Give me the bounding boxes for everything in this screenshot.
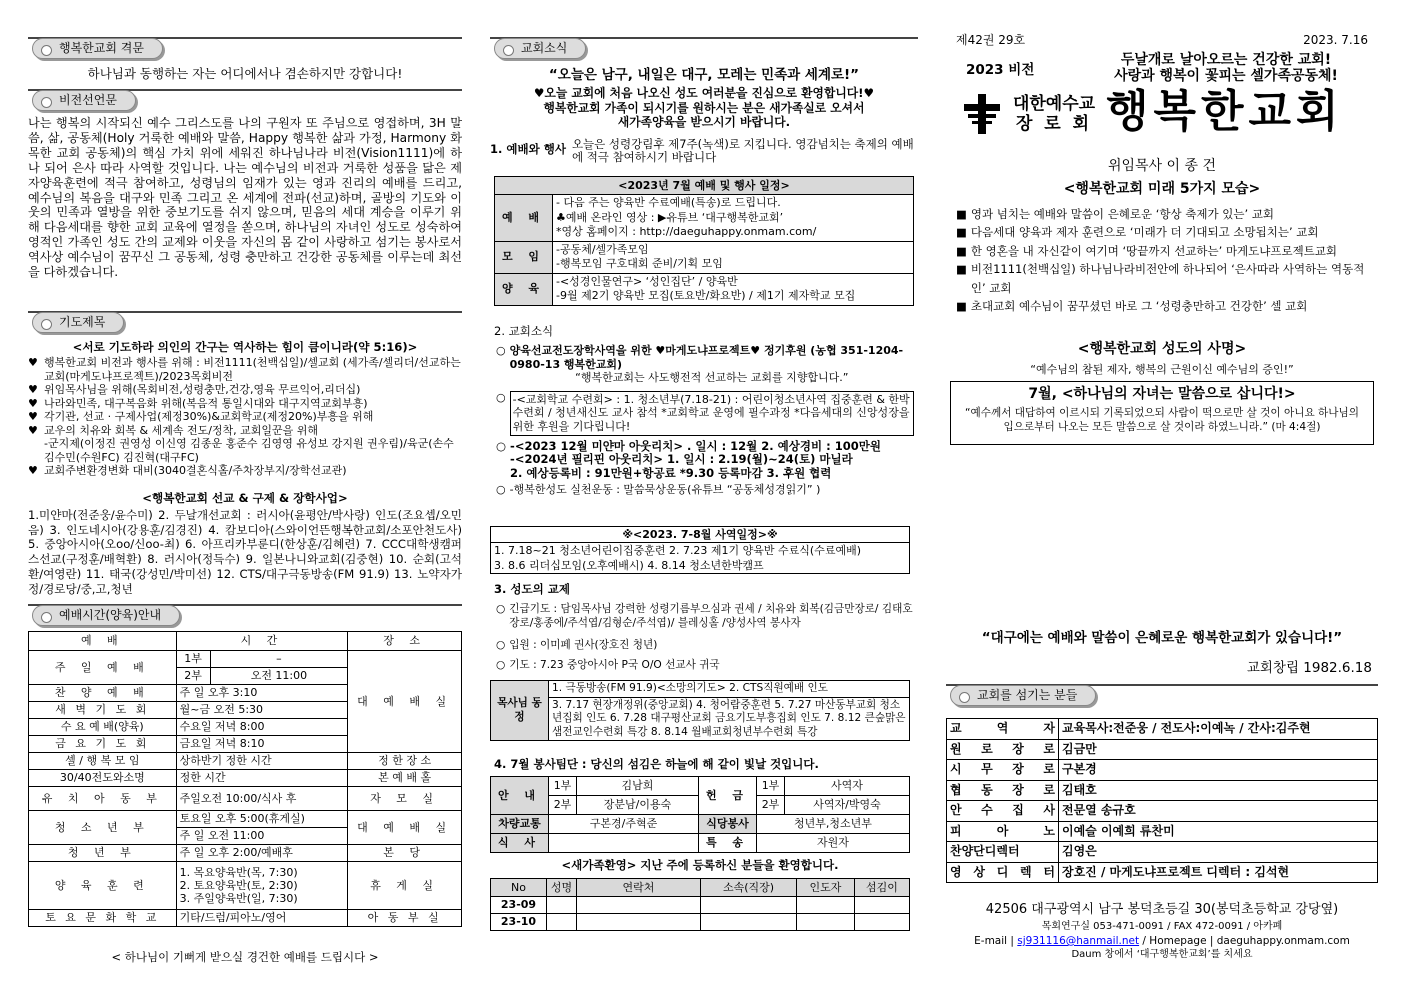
nf-row-no: 23-10 [491,914,547,931]
staff-names: 김금만 [1059,739,1378,760]
prayer-item [28,464,462,478]
cell-name: 양 육 훈 련 [29,862,177,910]
schedule-title: <2023년 7월 예배 및 행사 일정> [495,177,914,195]
news-quote: “행복한교회는 사도행전적 선교하는 교회를 지향합니다.” [575,371,849,385]
cell-place: 본 당 [348,845,462,862]
monthly-word-box [950,381,1374,445]
section-heading: 3. 성도의 교제 [494,582,570,596]
vol-part: 2부 [757,796,785,815]
denomination-line: 대한예수교 [1012,94,1096,114]
section-pill-prayer: 기도제목 [32,312,124,333]
nf-header: No [491,879,547,897]
cross-logo-icon [960,92,1004,136]
cell-part: 2부 [176,668,210,685]
future-item [956,260,1370,297]
heart-icon: ♥ [28,410,38,423]
cell-time: 주 일 오후 3:10 [176,685,348,702]
cell-time: 수요일 저녁 8:00 [176,719,348,736]
staff-row [947,862,1378,883]
heart-icon: ♥ [28,356,38,369]
prayer-text: 행복한교회 비전과 행사를 위해 : 비전1111(천백십일)/셀교회 (세가족/셀리더/선교하는교회(마게도냐프로젝트)/2023목회비전 [44,356,461,383]
cell-time: 3. 주일양육반(일, 7:30) [179,892,298,905]
cell-place: 대 예 배 실 [348,811,462,845]
cell-time: 주 일 오전 11:00 [176,828,348,845]
cell-name: 셀 / 행 복 모 임 [29,753,177,770]
cell-name: 청 소 년 부 [29,811,177,845]
cell-time: 금요일 저녁 8:10 [176,736,348,753]
cell-time: 1. 목요양육반(목, 7:30) [179,866,298,879]
section-pill-vision: 비전선언문 [32,90,136,111]
staff-role: 피 아 노 [947,821,1059,842]
staff-row [947,821,1378,842]
prayer-list [28,356,462,478]
section-pill-worship: 예배시간(양육)안내 [32,605,180,626]
new-family-title: <새가족환영> 지난 주에 등록하신 분들을 환영합니다. [561,858,839,872]
cell-name: 토 요 문 화 학 교 [29,910,177,927]
cell-time: 오전 11:00 [210,668,348,685]
future-text: 초대교회 예수님이 꿈꾸셨던 바로 그 ‘성령충만하고 건강한’ 셀 교회 [970,299,1308,314]
square-bullet-icon: ■ [956,262,967,277]
heart-icon: ♥ [28,396,38,410]
fellowship-item: 긴급기도 : 담임목사님 강력한 성령기름부으심과 권세 / 치유와 회복(김금만장로/ 김태호장로/홍종에/주석엽/김형순/주석엽)/ 블레싱홀 /양성사역 봉사자 [509,603,913,629]
homepage: / Homepage | daeguhappy.onmam.com [1142,935,1350,947]
cell-place: 대 예 배 실 [348,651,462,753]
nf-row-no: 23-09 [491,897,547,914]
vol-part: 1부 [549,777,577,796]
section-heading: 1. 예배와 행사 [490,142,566,156]
cell-time: 정한 시간 [176,770,348,787]
th-worship: 예 배 [29,632,177,651]
vision-slogan: 사랑과 행복이 꽃피는 셀가족공동체! [1114,68,1338,84]
pastor-schedule [490,680,910,741]
news-item: -<교회학교 수련회> : 1. 청소년부(7.18-21) : 어린이청소년사역 집중훈련 & 한박수련회 / 청년새신도 교사 참석 *교회학교 운영에 필수과정 *다음세대의 신앙성장을 위한 후원을 기다립니다! [510,391,914,436]
th-time: 시 간 [176,632,348,651]
cell-time: 2. 토요양육반(토, 2:30) [179,879,298,892]
staff-names: 이예슬 이예희 류찬미 [1059,821,1378,842]
staff-role: 찬양단디렉터 [947,842,1059,863]
schedule-item: - 다음 주는 양육반 수료예배(특송)로 드립니다. [556,196,781,209]
worship-notice [490,138,918,164]
staff-row [947,780,1378,801]
mission-title: <행복한교회 선교 & 구제 & 장학사업> [142,491,348,505]
cell-name: 새 벽 기 도 회 [29,702,177,719]
schedule-box-title: ※<2023. 7-8월 사역일정>※ [491,527,909,543]
founded-date: 교회창립 1982.6.18 [1246,660,1372,676]
prayer-text: 나라와민족, 대구복음화 위해(복음적 통일시대와 대구지역교회부흥) [44,396,368,410]
welcome-block [490,86,918,130]
cell-time: 상하반기 정한 시간 [176,753,348,770]
cell-place: 휴 게 실 [348,862,462,910]
vol-name: 김남희 [577,777,699,796]
nf-header: 소속(직장) [701,879,797,897]
new-family-table [490,878,910,931]
search-hint: Daum 창에서 ‘대구행복한교회’를 치세요 [1071,949,1253,960]
monthly-word-title: 7월, <하나님의 자녀는 말씀으로 삽니다!> [1028,386,1296,402]
schedule-box-line: 3. 8.6 리더십모임(오후예배시) 4. 8.14 청소년한박캠프 [494,559,764,572]
square-bullet-icon: ■ [956,225,967,240]
schedule-item: -9월 제2기 양육반 모집(토요반/화요반) / 제1기 제자학교 모집 [556,289,856,302]
cell-time: 주일오전 10:00/식사 후 [176,787,348,811]
future-list [956,205,1370,315]
motto-text: 하나님과 동행하는 자는 어디에서나 겸손하지만 강합니다! [87,66,403,81]
welcome-line: ♥오늘 교회에 처음 나오신 성도 여러분을 진심으로 환영합니다!♥ [533,86,875,100]
th-place: 장 소 [348,632,462,651]
staff-row [947,739,1378,760]
cell-time: 주 일 오후 2:00/예배후 [176,845,348,862]
worship-table [28,631,462,927]
future-text: 한 영혼을 내 자신같이 여기며 ‘땅끝까지 선교하는’ 마게도냐프로젝트교회 [970,243,1338,258]
cell-name: 청 년 부 [29,845,177,862]
schedule-item: *영상 홈페이지 : http://daeguhappy.onmam.com/ [556,225,817,238]
vol-key: 헌 금 [699,777,757,815]
vol-name: 구본경/주혁준 [549,815,699,834]
volume-number: 제42권 29호 [956,33,1026,47]
vision-label: 2023 비전 [966,62,1035,78]
monthly-word-text: “예수께서 대답하여 이르시되 기록되었으되 사람이 떡으로만 살 것이 아니요 하나님의 입으로부터 나오는 모든 말씀으로 살 것이라 하였느니라.” (마 4:4절) [965,406,1359,433]
schedule-item: -<성경인물연구> ‘성인집단’ / 양육반 [556,274,738,288]
vol-key: 식 사 [491,834,549,853]
church-name: 행복한교회 [1106,86,1344,137]
cell-time: – [210,651,348,668]
prayer-text: -군지제(이정진 권영성 이신영 김종운 홍준수 김영영 유성보 강지원 권우림)/육군(손수 김수민(수원FC) 김진혁(대구FC) [44,437,454,464]
mission-text: “예수님의 참된 제자, 행복의 근원이신 예수님의 증인!” [1030,363,1294,376]
vol-key: 식당봉사 [699,815,757,834]
worship-notice-text: 오늘은 성령강림후 제7주(녹색)로 지킵니다. 영감넘치는 축제의 예배에 적극 참여하시기 바랍니다 [571,137,914,164]
pastor-schedule-item: 3. 7.17 현장개정위(중앙교회) 4. 청어람중훈련 5. 7.27 마산동부교회 청소년집회 인도 6. 7.28 대구평산교회 금요기도부흥집회 인도 7. 8.12 큰숲맑은샘전교인수련회 특강 8. 8.14 월배교회청년부수련회 특강 [549,697,910,741]
future-item [956,297,1370,315]
welcome-line: 행복한교회 가족이 되시기를 원하시는 분은 새가족실로 오셔서 [543,100,865,115]
staff-names: 김영은 [1059,842,1378,863]
vol-key: 안 내 [491,777,549,815]
schedule-key: 모 임 [495,241,553,273]
prayer-item [28,410,462,424]
nf-header: 연락처 [577,879,701,897]
heart-icon: ♥ [28,383,38,396]
vol-key: 특 송 [699,834,757,853]
prayer-item [28,397,462,411]
schedule-key: 양 육 [495,273,553,305]
square-bullet-icon: ■ [956,207,967,221]
prayer-text: 교회주변환경변화 대비(3040결혼식홀/주차장부지/장학선교관) [44,464,347,477]
staff-role: 안 수 집 사 [947,801,1059,822]
staff-names: 교육목사:전준웅 / 전도사:이예녹 / 간사:김주현 [1059,719,1378,740]
prayer-text: 교우의 치유와 회복 & 세계속 전도/정착, 교회일꾼을 위해 [44,423,319,437]
column-right [946,0,1378,992]
cell-name: 금 요 기 도 회 [29,736,177,753]
cell-place: 자 모 실 [348,787,462,811]
future-item [956,223,1370,241]
phone: 목회연구실 053-471-0091 / FAX 472-0091 / 아카폐 [1041,921,1283,932]
church-news: ○ 양육선교전도장학사역을 위한 ♥마게도냐프로젝트♥ 정기후원 (농협 351-1204-0980-13 행복한교회) “행복한교회는 사도행전적 선교하는 교회를 지향합니다.” ○ -<교회학교 수련회> : 1. 청소년부(7.18-21) : 어린이청소년사역 집중훈련 & 한박수련회 / 청년새신도 교사 참석 *교회학교 운영에 필수과정 *다음세대의 신앙성장을 위한 후원을 기다립니다! ○ -<2023 12월 미얀마 아웃리치> . 일시 : 12월 2. 예상경비 : 100만원 -<2024년 필리핀 아웃리치> 1. 일시 : 2.19(월)~24(토) 마닐라 2. 예상등록비 : 91만원+항공료 *9.30 등록마감 3. 후원 협력 ○ -행복한성도 실천운동 : 말씀묵상운동(유튜브 “공동체성경읽기” ) [496,344,914,497]
slogan: “오늘은 남구, 내일은 대구, 모레는 민족과 세계로!” [548,67,860,83]
vision-statement: 나는 행복의 시작되신 예수 그리스도를 나의 구원자 또 주님으로 영접하며, 3H 말씀, 삶, 공동체(Holy 거룩한 예배와 말씀, Happy 행복한 삶과 가정, Harmony 화목한 교회 공동체)의 핵심 가치 위에 세워진 하나님나라 비전(Vision1111)에 하나 되어 은사 따라 사역할 것입니다. 나는 예수님의 비전과 거룩한 성품을 닮은 제자양육훈련에 적극 참여하고, 성령님의 임재가 있는 영과 진리의 예배를 드리고, 예수님의 복음을 대구와 민족 그리고 온 세계에 전파(선교)하며, 골방의 기도와 이웃의 민족과 열방을 위한 중보기도를 쉬지 않으며, 믿음의 세대 계승을 이루기 위해 다음세대를 향한 교회 교육에 열정을 쏟으며, 하나님의 자녀인 성도로 성숙하여 영적인 가족인 성도 간의 교제와 이웃을 자신의 몸 같이 사랑하고 섬기는 봉사로서 역사상 예수님이 꿈꾸신 그 공동체, 성령 충만하고 건강한 공동체를 이루는데 최선을 다하겠습니다. [28,116,462,280]
staff-role: 영 상 디 렉 터 [947,862,1059,883]
cell-time: 월~금 오전 5:30 [176,702,348,719]
future-text: 비전1111(천백십일) 하나님나라비전안에 하나되어 ‘은사따라 사역하는 역동적인’ 교회 [970,262,1365,295]
vol-key: 차량교통 [491,815,549,834]
volunteer-table [490,776,910,853]
prayer-title: <서로 기도하라 의인의 간구는 역사하는 힘이 큼이니라(약 5:16)> [72,340,418,354]
staff-row [947,760,1378,781]
cell-name: 수 요 예 배(양육) [29,719,177,736]
cell-name: 주 일 예 배 [29,651,177,685]
column-left [28,0,462,992]
staff-row [947,842,1378,863]
schedule-item: -공동체/셀가족모임 [556,242,649,256]
cell-part: 1부 [176,651,210,668]
cell-name: 30/40전도와소명 [29,770,177,787]
vol-name: 사역자 [785,777,910,796]
fellowship-list: ○ 긴급기도 : 담임목사님 강력한 성령기름부으심과 권세 / 치유와 회복(김금만장로/ 김태호장로/홍종에/주석엽/김형순/주석엽)/ 블레싱홀 /양성사역 봉사자 ○ 입원 : 이미페 권사(장호진 청년) ○ 기도 : 7.23 중앙아시아 P국 O/O 선교사 귀국 [496,603,913,671]
prayer-text: 각기관, 선교 · 구제사업(제정30%)&교회학교(제정20%)부흥을 위해 [44,410,374,423]
future-text: 영과 넘치는 예배와 말씀이 은혜로운 ‘항상 축제가 있는’ 교회 [970,207,1275,221]
prayer-item [28,356,462,383]
prayer-text: 위임목사님을 위해(목회비전,성령충만,건강,영육 무르익어,리더십) [44,383,361,396]
section-heading: 2. 교회소식 [494,324,554,338]
heart-icon [28,437,40,464]
vol-part: 1부 [757,777,785,796]
news-item: 양육선교전도장학사역을 위한 ♥마게도냐프로젝트♥ 정기후원 (농협 351-1204-0980-13 행복한교회) [509,344,904,371]
staff-table [946,718,1378,883]
prayer-item [28,437,462,464]
denomination [1008,94,1100,134]
staff-row [947,719,1378,740]
staff-role: 협 동 장 로 [947,780,1059,801]
schedule-box-line: 1. 7.18~21 청소년어린이집중훈련 2. 7.23 제1기 양육반 수료식(수료예배) [494,544,862,557]
email-label: E-mail | [974,935,1014,947]
vision-slogans [1076,52,1376,84]
cell-time: 기타/드럼/피아노/영어 [176,910,348,927]
schedule-item: ♣예배 온라인 영상 : ▶유튜브 ‘대구행복한교회’ [556,210,784,224]
square-bullet-icon: ■ [956,243,967,258]
staff-names: 장호진 / 마게도냐프로젝트 디렉터 : 김석현 [1059,862,1378,883]
schedule-item: -행복모임 구호대회 준비/기획 모임 [556,257,723,270]
section-pill-staff: 교회를 섬기는 분들 [950,685,1096,706]
fellowship-item: 입원 : 이미페 권사(장호진 청년) [509,639,658,651]
worship-footer: < 하나님이 기뻐게 받으실 경건한 예배를 드립시다 > [111,950,379,964]
prayer-item [28,424,462,438]
square-bullet-icon: ■ [956,299,967,314]
nf-header: 섬김이 [855,879,910,897]
staff-names: 구본경 [1059,760,1378,781]
mission-list: 1.미얀마(전준웅/윤수미) 2. 두날개선교회 : 러시아(윤평안/박사랑) 인도(조요셉/오민음) 3. 인도네시아(강용훈/김경진) 4. 캄보디아(스와이언뜬행복한교회/소포안천도사) 5. 중앙아시아(오oo/신oo-최) 6. 아프리카부룬디(한상훈/김혜련) 7. CCC대학생캠퍼스선교(구정훈/배혁환) 8. 러시아(정득수) 9. 일본나니와교회(김중현) 10. 순회(고석환/여영란) 11. 태국(강성민/박미선) 12. CTS/대구극동방송(FM 91.9) 13. 노약자가정/경로당/중,고,청년 [28,508,462,596]
future-text: 다음세대 양육과 제자 훈련으로 ‘미래가 더 기대되고 소망됩치는’ 교회 [970,225,1319,240]
column-middle [490,0,918,992]
address: 42506 대구광역시 남구 봉덕초등길 30(봉덕초등학교 강당옆) [985,902,1339,917]
email-link[interactable]: sj931116@hanmail.net [1017,935,1140,947]
welcome-line: 새가족양육을 받으시기 바랍니다. [617,115,791,129]
staff-names: 전문열 송규호 [1059,801,1378,822]
future-title: <행복한교회 미래 5가지 모습> [1063,181,1261,197]
nf-header: 성명 [547,879,577,897]
pastor-name: 위임목사 이 종 건 [1107,158,1217,174]
pastor-schedule-key: 목사님 동 정 [491,681,549,741]
section-heading: 4. 7월 봉사팀단 : 당신의 섬김은 하늘에 해 같이 빛날 것입니다. [494,757,819,771]
future-item [956,242,1370,260]
pastor-schedule-item: 1. 극동방송(FM 91.9)<소망의기도> 2. CTS직원예배 인도 [549,681,910,698]
staff-role: 교 역 자 [947,719,1059,740]
cell-place: 아 동 부 실 [348,910,462,927]
cell-time: 토요일 오후 5:00(휴게실) [176,811,348,828]
staff-row [947,801,1378,822]
mission-title: <행복한교회 성도의 사명> [1077,341,1247,357]
vol-name: 장분남/이용숙 [577,796,699,815]
contact-line [946,935,1378,948]
news-item: -<2023 12월 미얀마 아웃리치> . 일시 : 12월 2. 예상경비 : 100만원 [510,438,881,453]
news-item: -행복한성도 실천운동 : 말씀묵상운동(유튜브 “공동체성경읽기” ) [509,483,821,497]
nf-header: 인도자 [797,879,855,897]
staff-names: 김태호 [1059,780,1378,801]
news-item: -<2024년 필리핀 아웃리치> 1. 일시 : 2.19(월)~24(토) 마닐라 [510,452,853,467]
cell-place: 본 예 배 홀 [348,770,462,787]
staff-role: 원 로 장 로 [947,739,1059,760]
cell-name: 찬 양 예 배 [29,685,177,702]
staff-role: 시 무 장 로 [947,760,1059,781]
church-tagline: “대구에는 예배와 말씀이 은혜로운 행복한교회가 있습니다!” [981,630,1343,646]
vol-name: 사역자/박영숙 [785,796,910,815]
fellowship-item: 기도 : 7.23 중앙아시아 P국 O/O 선교사 귀국 [509,659,720,671]
denomination-line: 장 로 회 [1015,114,1093,134]
heart-icon: ♥ [28,464,38,477]
cell-place: 정 한 장 소 [348,753,462,770]
news-item: 2. 예상등록비 : 91만원+항공료 *9.30 등록마감 3. 후원 협력 [510,465,832,480]
vol-name: 자원자 [757,834,910,853]
vol-name: 청년부,청소년부 [757,815,910,834]
schedule-box [490,526,910,574]
issue-date: 2023. 7.16 [1303,33,1368,47]
future-item [956,205,1370,223]
vol-part: 2부 [549,796,577,815]
vision-slogan: 두날개로 날아오르는 건강한 교회! [1120,52,1332,68]
section-pill-news: 교회소식 [494,38,586,59]
schedule-key: 예 배 [495,195,553,242]
schedule-table [494,176,914,306]
prayer-item [28,383,462,397]
heart-icon: ♥ [28,423,38,437]
section-pill-motto: 행복한교회 격문 [32,38,163,59]
cell-name: 유 치 아 동 부 [29,787,177,811]
